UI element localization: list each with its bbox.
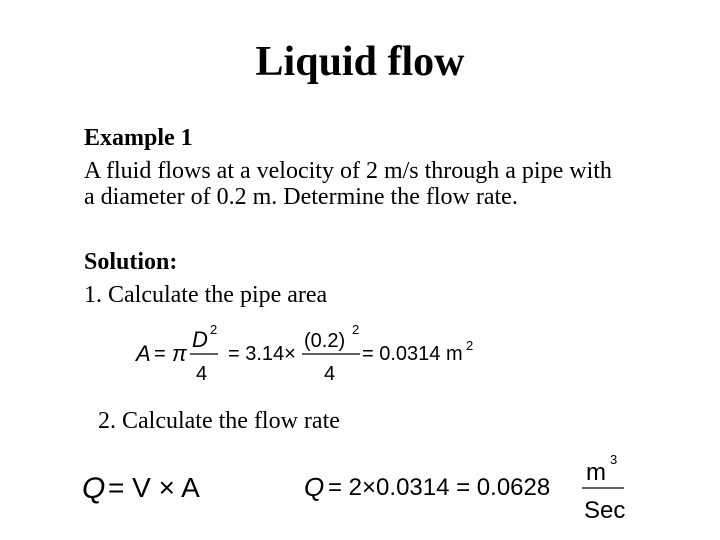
unit-denominator: Sec <box>584 497 626 524</box>
unit-numerator-exp: 3 <box>610 452 618 467</box>
slide-title: Liquid flow <box>255 39 465 85</box>
problem-line-2: a diameter of 0.2 m. Determine the flow rate. <box>84 184 518 210</box>
solution-heading: Solution: <box>84 249 178 275</box>
area-numerator-d: D <box>192 327 208 352</box>
flow-calc-equation <box>300 448 630 528</box>
step-1-label: 1. Calculate the pipe area <box>84 282 328 308</box>
pi-symbol: π <box>172 341 187 366</box>
flow-calc-lhs: Q <box>304 472 325 502</box>
problem-line-1: A fluid flows at a velocity of 2 m/s through a pipe with <box>84 158 612 184</box>
area-equation <box>130 320 490 386</box>
area-numerator-exp: 2 <box>210 322 218 337</box>
diameter-denominator: 4 <box>324 363 336 385</box>
area-const-term: = 3.14× <box>228 343 296 365</box>
flow-general-equation <box>78 464 218 508</box>
area-equals: = <box>154 343 166 365</box>
flow-general-lhs: Q <box>82 472 106 505</box>
area-result: = 0.0314 m <box>362 343 463 365</box>
flow-general-rhs: = V × A <box>108 472 200 503</box>
diameter-term: (0.2) <box>304 330 346 352</box>
unit-numerator: m <box>586 459 606 486</box>
step-2-label: 2. Calculate the flow rate <box>98 408 340 434</box>
area-denominator: 4 <box>196 363 208 385</box>
flow-calc-rhs: = 2×0.0314 = 0.0628 <box>328 474 551 501</box>
diameter-exp: 2 <box>352 322 360 337</box>
example-heading: Example 1 <box>84 125 193 151</box>
area-unit-exp: 2 <box>466 338 474 353</box>
area-lhs: A <box>136 341 151 366</box>
